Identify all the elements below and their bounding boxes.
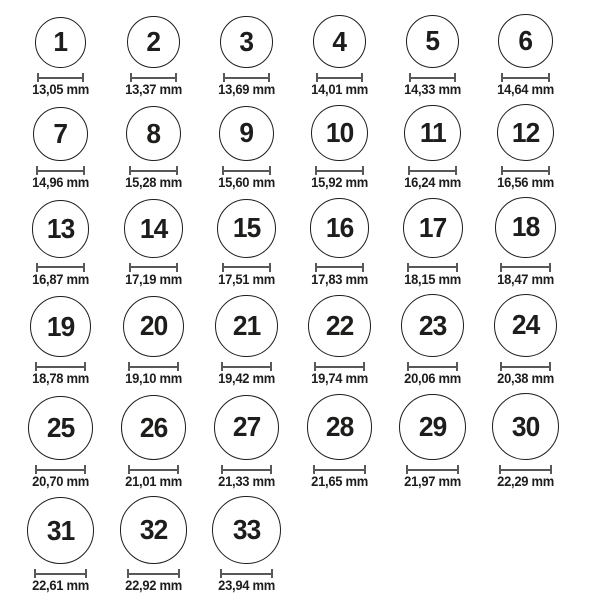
ring-circle bbox=[308, 295, 371, 358]
measure-bar bbox=[39, 77, 82, 79]
diameter-measure-line bbox=[315, 166, 364, 175]
diameter-label: 14,33 mm bbox=[404, 82, 461, 98]
measure-bar bbox=[502, 366, 549, 368]
ring-size-cell bbox=[386, 294, 479, 387]
diameter-label: 13,37 mm bbox=[125, 82, 182, 98]
ring-row bbox=[14, 294, 600, 388]
ring-circle bbox=[310, 198, 369, 257]
ring-size-number: 29 bbox=[418, 410, 447, 442]
measure-bar bbox=[37, 469, 85, 471]
diameter-measure-line bbox=[36, 263, 85, 272]
ring-circle bbox=[121, 395, 186, 460]
diameter-measure-line bbox=[129, 263, 179, 272]
diameter-measure-line bbox=[407, 362, 458, 371]
ring-size-number: 31 bbox=[46, 514, 75, 546]
ring-row bbox=[14, 496, 600, 594]
diameter-label: 20,38 mm bbox=[497, 371, 554, 387]
diameter-measure-line bbox=[130, 73, 177, 82]
ring-size-number: 6 bbox=[518, 25, 533, 57]
ring-circle bbox=[498, 14, 552, 68]
ring-size-cell bbox=[479, 14, 572, 98]
ring-size-cell bbox=[14, 17, 107, 98]
ring-circle bbox=[124, 199, 182, 257]
ring-size-number: 4 bbox=[332, 25, 347, 57]
ring-size-cell bbox=[107, 296, 200, 387]
ring-circle bbox=[406, 15, 460, 69]
ring-circle bbox=[311, 105, 367, 161]
ring-circle bbox=[120, 496, 188, 564]
measure-bar bbox=[315, 469, 363, 471]
diameter-label: 19,74 mm bbox=[311, 371, 368, 387]
ring-size-cell bbox=[107, 106, 200, 191]
diameter-label: 14,96 mm bbox=[32, 175, 89, 191]
diameter-label: 18,47 mm bbox=[497, 271, 554, 287]
ring-circle bbox=[401, 294, 464, 357]
ring-circle bbox=[30, 296, 91, 357]
ring-size-number: 25 bbox=[46, 411, 75, 443]
measure-bar bbox=[408, 469, 456, 471]
ring-circle bbox=[494, 294, 558, 358]
ring-circle bbox=[495, 197, 556, 258]
diameter-label: 18,15 mm bbox=[404, 271, 461, 287]
ring-size-number: 10 bbox=[325, 117, 354, 149]
diameter-label: 14,01 mm bbox=[311, 82, 368, 98]
measure-bar bbox=[409, 366, 456, 368]
diameter-measure-line bbox=[501, 166, 550, 175]
ring-size-cell bbox=[293, 15, 386, 98]
diameter-label: 17,19 mm bbox=[125, 271, 182, 287]
diameter-label: 21,65 mm bbox=[311, 474, 368, 490]
measure-bar bbox=[131, 266, 177, 268]
ring-size-cell bbox=[293, 105, 386, 191]
diameter-label: 23,94 mm bbox=[218, 578, 275, 594]
ring-circle bbox=[35, 17, 87, 69]
ring-circle bbox=[399, 394, 465, 460]
ring-size-number: 5 bbox=[425, 25, 440, 57]
ring-circle bbox=[27, 497, 94, 564]
measure-bar bbox=[503, 77, 547, 79]
diameter-measure-line bbox=[313, 465, 365, 474]
diameter-label: 15,28 mm bbox=[125, 175, 182, 191]
diameter-measure-line bbox=[315, 263, 365, 272]
diameter-measure-line bbox=[406, 465, 458, 474]
measure-bar bbox=[129, 573, 178, 575]
ring-size-number: 2 bbox=[146, 26, 161, 58]
diameter-measure-line bbox=[222, 166, 271, 175]
diameter-measure-line bbox=[500, 263, 550, 272]
ring-circle bbox=[492, 393, 559, 460]
ring-size-cell bbox=[107, 16, 200, 98]
ring-row bbox=[14, 393, 600, 490]
ring-circle bbox=[215, 295, 277, 357]
diameter-label: 22,61 mm bbox=[32, 578, 89, 594]
ring-size-cell bbox=[479, 393, 572, 490]
ring-circle bbox=[403, 198, 463, 258]
ring-circle bbox=[307, 394, 373, 460]
diameter-measure-line bbox=[409, 73, 457, 82]
measure-bar bbox=[502, 266, 548, 268]
ring-size-cell bbox=[479, 197, 572, 287]
measure-bar bbox=[38, 266, 83, 268]
ring-size-number: 23 bbox=[418, 309, 447, 341]
ring-size-cell bbox=[14, 200, 107, 288]
diameter-measure-line bbox=[314, 362, 365, 371]
ring-size-cell bbox=[293, 394, 386, 490]
ring-size-number: 13 bbox=[46, 212, 75, 244]
diameter-measure-line bbox=[128, 465, 180, 474]
measure-bar bbox=[501, 469, 549, 471]
diameter-label: 18,78 mm bbox=[32, 371, 89, 387]
diameter-measure-line bbox=[220, 569, 273, 578]
measure-bar bbox=[36, 573, 85, 575]
ring-size-cell bbox=[200, 496, 293, 594]
diameter-measure-line bbox=[316, 73, 364, 82]
ring-circle bbox=[126, 106, 181, 161]
ring-size-cell bbox=[200, 295, 293, 387]
diameter-label: 13,69 mm bbox=[218, 82, 275, 98]
ring-circle bbox=[217, 199, 276, 258]
ring-size-number: 20 bbox=[139, 310, 168, 342]
ring-size-number: 26 bbox=[139, 411, 168, 443]
ring-size-cell bbox=[386, 394, 479, 490]
ring-size-cell bbox=[293, 295, 386, 388]
diameter-measure-line bbox=[223, 73, 271, 82]
ring-size-number: 19 bbox=[46, 310, 75, 342]
diameter-label: 19,42 mm bbox=[218, 371, 275, 387]
ring-size-cell bbox=[107, 199, 200, 287]
ring-circle bbox=[212, 496, 281, 565]
measure-bar bbox=[317, 266, 363, 268]
measure-bar bbox=[132, 77, 175, 79]
diameter-label: 20,70 mm bbox=[32, 474, 89, 490]
diameter-measure-line bbox=[408, 166, 457, 175]
ring-size-number: 7 bbox=[53, 118, 68, 149]
ring-row bbox=[14, 197, 600, 287]
diameter-label: 19,10 mm bbox=[125, 371, 182, 387]
ring-size-number: 22 bbox=[325, 309, 354, 341]
ring-size-number: 18 bbox=[511, 211, 540, 243]
diameter-label: 16,56 mm bbox=[497, 175, 554, 191]
diameter-label: 21,97 mm bbox=[404, 474, 461, 490]
ring-circle bbox=[28, 396, 92, 460]
ring-size-number: 8 bbox=[146, 117, 161, 149]
measure-bar bbox=[224, 266, 270, 268]
diameter-label: 21,33 mm bbox=[218, 474, 275, 490]
diameter-label: 17,83 mm bbox=[311, 271, 368, 287]
diameter-measure-line bbox=[500, 362, 551, 371]
measure-bar bbox=[131, 170, 175, 172]
ring-size-cell bbox=[14, 497, 107, 594]
ring-size-number: 11 bbox=[419, 116, 446, 148]
ring-circle bbox=[497, 104, 554, 161]
diameter-measure-line bbox=[127, 569, 180, 578]
diameter-label: 16,24 mm bbox=[404, 175, 461, 191]
measure-bar bbox=[223, 366, 270, 368]
ring-circle bbox=[404, 105, 461, 162]
diameter-label: 20,06 mm bbox=[404, 371, 461, 387]
measure-bar bbox=[37, 366, 83, 368]
diameter-measure-line bbox=[221, 362, 272, 371]
measure-bar bbox=[223, 469, 271, 471]
ring-circle bbox=[32, 200, 90, 258]
ring-size-cell bbox=[14, 107, 107, 192]
diameter-label: 13,05 mm bbox=[32, 82, 89, 98]
ring-size-cell bbox=[14, 396, 107, 490]
ring-size-number: 30 bbox=[511, 410, 540, 442]
diameter-label: 22,29 mm bbox=[497, 474, 554, 490]
measure-bar bbox=[130, 469, 178, 471]
ring-size-cell bbox=[200, 395, 293, 490]
measure-bar bbox=[130, 366, 177, 368]
measure-bar bbox=[224, 170, 269, 172]
ring-size-cell bbox=[107, 496, 200, 594]
ring-size-cell bbox=[293, 198, 386, 287]
ring-size-cell bbox=[200, 106, 293, 192]
ring-row bbox=[14, 14, 600, 98]
ring-circle bbox=[219, 106, 275, 162]
ring-circle bbox=[123, 296, 185, 358]
diameter-measure-line bbox=[35, 465, 87, 474]
measure-bar bbox=[503, 170, 548, 172]
diameter-measure-line bbox=[129, 166, 177, 175]
measure-bar bbox=[317, 170, 362, 172]
diameter-label: 16,87 mm bbox=[32, 271, 89, 287]
ring-size-cell bbox=[386, 105, 479, 192]
ring-size-cell bbox=[14, 296, 107, 387]
ring-circle bbox=[127, 16, 179, 68]
ring-size-cell bbox=[200, 199, 293, 288]
diameter-measure-line bbox=[36, 166, 84, 175]
diameter-measure-line bbox=[37, 73, 84, 82]
ring-size-number: 3 bbox=[239, 25, 254, 57]
ring-size-number: 16 bbox=[325, 211, 354, 243]
ring-circle bbox=[214, 395, 279, 460]
ring-size-number: 17 bbox=[418, 211, 447, 243]
measure-bar bbox=[318, 77, 362, 79]
ring-size-number: 14 bbox=[139, 212, 168, 244]
ring-size-number: 33 bbox=[232, 514, 261, 546]
diameter-measure-line bbox=[499, 465, 551, 474]
ring-size-cell bbox=[479, 104, 572, 191]
diameter-label: 15,92 mm bbox=[311, 175, 368, 191]
ring-row bbox=[14, 104, 600, 191]
ring-size-number: 15 bbox=[232, 212, 261, 244]
ring-size-number: 24 bbox=[511, 309, 540, 341]
ring-size-cell bbox=[107, 395, 200, 490]
ring-size-number: 12 bbox=[511, 116, 540, 148]
measure-bar bbox=[225, 77, 269, 79]
measure-bar bbox=[410, 170, 455, 172]
ring-size-number: 28 bbox=[325, 411, 354, 443]
ring-size-cell bbox=[386, 15, 479, 98]
diameter-label: 17,51 mm bbox=[218, 271, 275, 287]
measure-bar bbox=[411, 77, 455, 79]
ring-size-number: 21 bbox=[232, 310, 261, 342]
measure-bar bbox=[409, 266, 455, 268]
diameter-measure-line bbox=[501, 73, 549, 82]
diameter-measure-line bbox=[222, 263, 272, 272]
diameter-label: 22,92 mm bbox=[125, 578, 182, 594]
ring-size-cell bbox=[386, 198, 479, 288]
diameter-label: 15,60 mm bbox=[218, 175, 275, 191]
ring-circle bbox=[313, 15, 366, 68]
measure-bar bbox=[38, 170, 82, 172]
ring-size-number: 27 bbox=[232, 411, 261, 443]
ring-size-cell bbox=[200, 16, 293, 98]
diameter-measure-line bbox=[128, 362, 179, 371]
ring-circle bbox=[220, 16, 273, 69]
diameter-measure-line bbox=[221, 465, 273, 474]
ring-circle bbox=[33, 107, 88, 162]
ring-size-number: 1 bbox=[53, 26, 68, 58]
measure-bar bbox=[222, 573, 271, 575]
diameter-measure-line bbox=[34, 569, 87, 578]
measure-bar bbox=[316, 366, 363, 368]
ring-size-number: 9 bbox=[239, 117, 254, 149]
diameter-measure-line bbox=[407, 263, 457, 272]
diameter-measure-line bbox=[35, 362, 85, 371]
diameter-label: 21,01 mm bbox=[125, 474, 182, 490]
ring-size-number: 32 bbox=[139, 514, 168, 546]
ring-size-cell bbox=[479, 294, 572, 388]
diameter-label: 14,64 mm bbox=[497, 82, 554, 98]
